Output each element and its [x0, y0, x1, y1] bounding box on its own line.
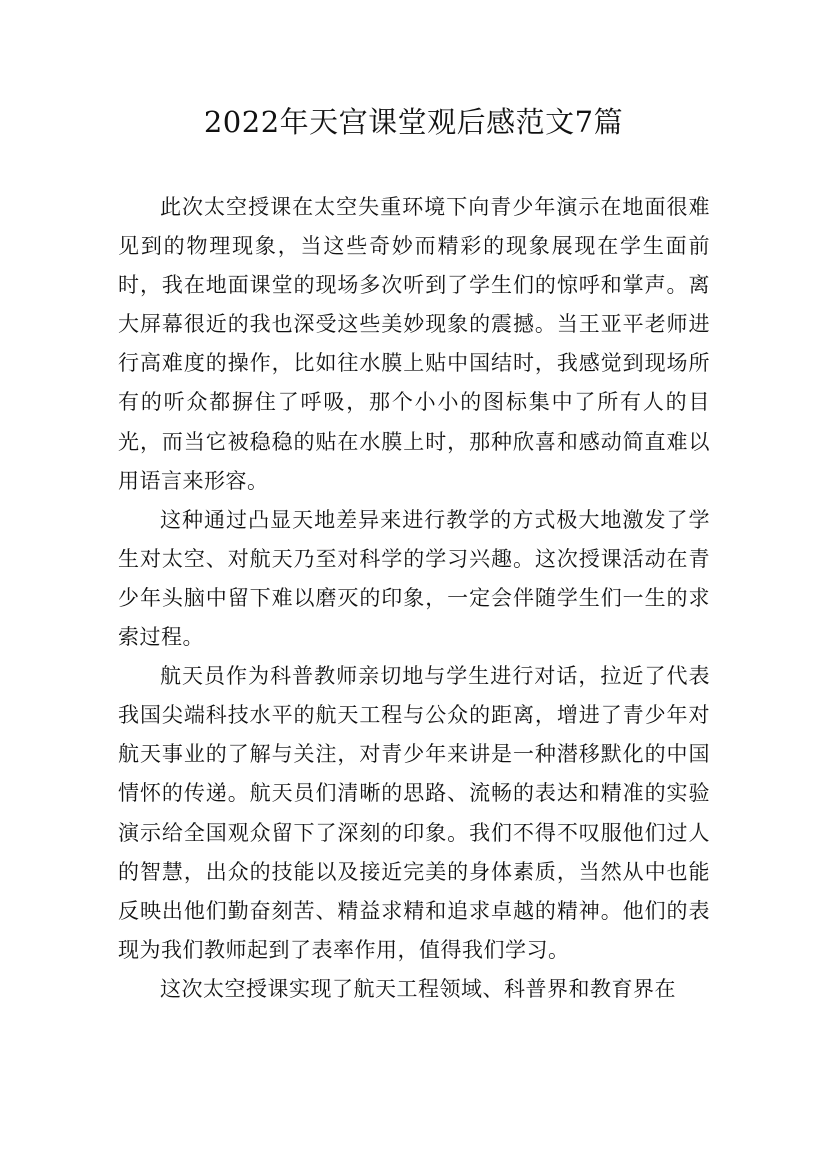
paragraph-4: 这次太空授课实现了航天工程领域、科普界和教育界在 [160, 976, 676, 1001]
paragraph-1: 此次太空授课在太空失重环境下向青少年演示在地面很难见到的物理现象，当这些奇妙而精彩的现象展现在学生面前时，我在地面课堂的现场多次听到了学生们的惊呼和掌声。离大屏幕很近的我也深受这些美妙现象的震撼。当王亚平老师进行高难度的操作，比如往水膜上贴中国结时，我感觉到现场所有的听众都摒住了呼吸，那个小小的图标集中了所有人的目光，而当它被稳稳的贴在水膜上时，那种欣喜和感动简直难以用语言来形容。 [118, 195, 710, 493]
paragraph-2: 这种通过凸显天地差异来进行教学的方式极大地激发了学生对太空、对航天乃至对科学的学习兴趣。这次授课活动在青少年头脑中留下难以磨灭的印象，一定会伴随学生们一生的求索过程。 [118, 507, 710, 650]
document-title: 2022年天宫课堂观后感范文7篇 [203, 105, 624, 139]
document-body [118, 188, 710, 1009]
paragraph-3: 航天员作为科普教师亲切地与学生进行对话，拉近了代表我国尖端科技水平的航天工程与公众的距离，增进了青少年对航天事业的了解与关注，对青少年来讲是一种潜移默化的中国情怀的传递。航天员们清晰的思路、流畅的表达和精准的实验演示给全国观众留下了深刻的印象。我们不得不叹服他们过人的智慧，出众的技能以及接近完美的身体素质，当然从中也能反映出他们勤奋刻苦、精益求精和追求卓越的精神。他们的表现为我们教师起到了表率作用，值得我们学习。 [118, 664, 710, 962]
